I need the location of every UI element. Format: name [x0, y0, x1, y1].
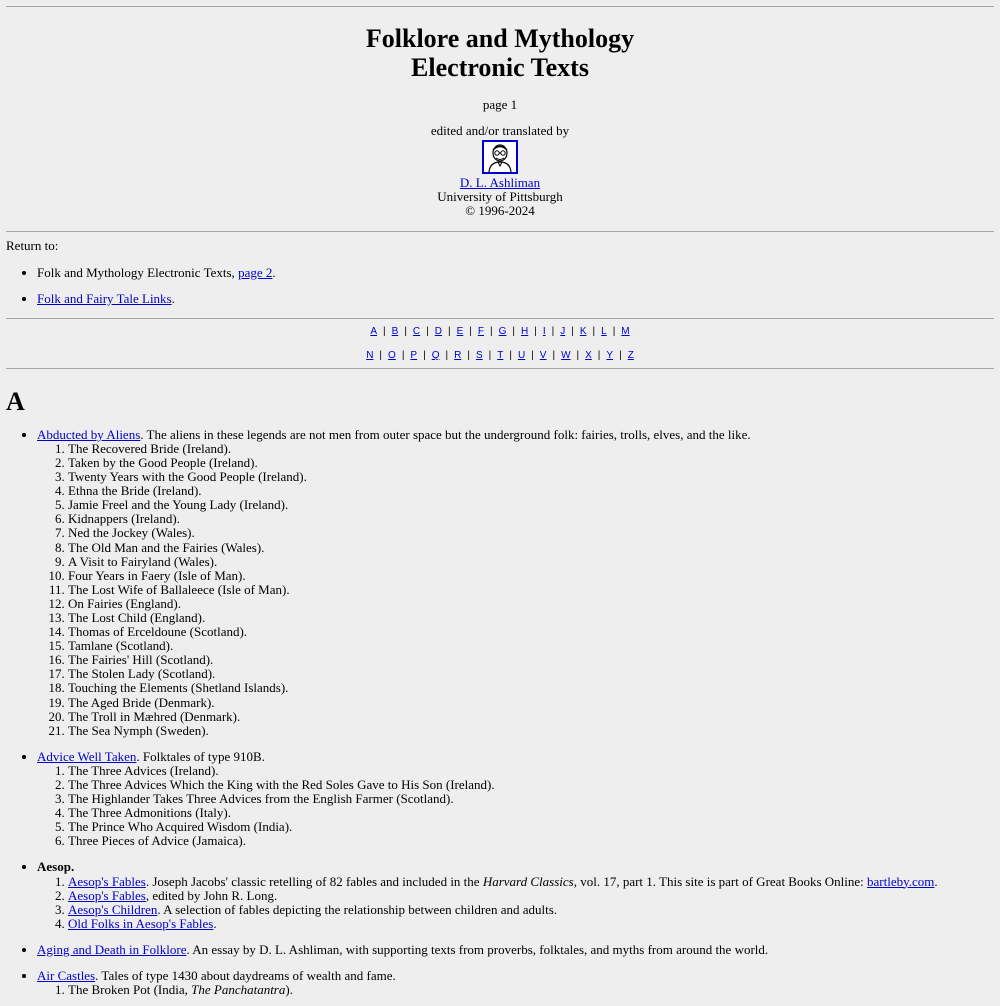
alphabet-separator: | — [534, 325, 537, 337]
alphabet-row-1 — [6, 320, 994, 344]
advice-well-taken-link[interactable]: Advice Well Taken — [37, 748, 137, 764]
list-item: 8. The Old Man and the Fairies (Wales). — [68, 541, 994, 555]
page — [0, 6, 1000, 997]
list-item: 12. On Fairies (England). — [68, 597, 994, 611]
list-item: 13. The Lost Child (England). — [68, 611, 994, 625]
list-item: 10. Four Years in Faery (Isle of Man). — [68, 569, 994, 583]
entry-description: . An essay by D. L. Ashliman, with supporting texts from proverbs, folktales, and myths from around the world. — [186, 941, 769, 957]
entry-aging — [37, 943, 994, 957]
alphabet-separator: | — [423, 349, 426, 361]
list-item: 14. Thomas of Erceldoune (Scotland). — [68, 625, 994, 639]
list-item: 18. Touching the Elements (Shetland Islands). — [68, 681, 994, 695]
list-item: 19. The Aged Bride (Denmark). — [68, 696, 994, 710]
item-text: The Broken Pot (India, — [68, 982, 192, 998]
return-item-text: Folk and Mythology Electronic Texts, — [37, 264, 235, 280]
list-item: 7. Ned the Jockey (Wales). — [68, 526, 994, 540]
alphabet-separator: | — [571, 325, 574, 337]
alphabet-link-r[interactable]: R — [454, 349, 462, 361]
abducted-sublist — [37, 442, 994, 738]
author-portrait-link[interactable] — [482, 140, 518, 174]
alphabet-separator: | — [401, 349, 405, 361]
entry-description: . Folktales of type 910B. — [136, 748, 265, 764]
alphabet-separator: | — [445, 349, 449, 361]
entry-description: . The aliens in these legends are not men from outer space but the underground folk: fairies, trolls, elves, and the like. — [140, 426, 751, 442]
alphabet-link-p[interactable]: P — [410, 349, 418, 361]
alphabet-link-h[interactable]: H — [521, 325, 529, 337]
alphabet-nav — [6, 320, 994, 368]
alphabet-link-g[interactable]: G — [498, 325, 507, 337]
edited-by: edited and/or translated by — [430, 123, 570, 139]
item-text: . — [934, 873, 938, 889]
folk-fairy-links-link[interactable]: Folk and Fairy Tale Links — [37, 290, 172, 306]
list-item: 20. The Troll in Mæhred (Denmark). — [68, 710, 994, 724]
alphabet-link-f[interactable]: F — [477, 325, 484, 337]
alphabet-separator: | — [597, 349, 601, 361]
alphabet-separator: | — [512, 325, 515, 337]
author-link[interactable]: D. L. Ashliman — [459, 175, 541, 191]
divider-before-alphabet — [6, 318, 994, 319]
alphabet-separator: | — [552, 349, 556, 361]
title-line-1: Folklore and Mythology — [365, 24, 635, 53]
air-castles-link[interactable]: Air Castles — [37, 968, 96, 984]
old-folks-aesop-link[interactable]: Old Folks in Aesop's Fables — [68, 915, 214, 931]
list-item — [68, 903, 994, 917]
list-item: 11. The Lost Wife of Ballaleece (Isle of Man). — [68, 583, 994, 597]
return-item-page2 — [37, 266, 994, 280]
alphabet-link-i[interactable]: I — [542, 325, 546, 337]
alphabet-separator: | — [619, 349, 622, 361]
item-text: , vol. 17, part 1. This site is part of Great Books Online: — [573, 873, 868, 889]
alphabet-separator: | — [592, 325, 596, 337]
alphabet-link-m[interactable]: M — [621, 325, 630, 337]
return-item-links — [37, 292, 994, 306]
list-item: 3. The Highlander Takes Three Advices from the English Farmer (Scotland). — [68, 792, 994, 806]
alphabet-link-x[interactable]: X — [585, 349, 592, 361]
alphabet-link-l[interactable]: L — [601, 325, 607, 337]
list-item: 16. The Fairies' Hill (Scotland). — [68, 653, 994, 667]
header — [6, 24, 994, 218]
list-item: 5. The Prince Who Acquired Wisdom (India). — [68, 820, 994, 834]
entry-air-castles — [37, 969, 994, 997]
section-heading-a: A — [6, 386, 25, 416]
alphabet-link-k[interactable]: K — [579, 325, 587, 337]
item-text: . Joseph Jacobs' classic retelling of 82 fables and included in the — [145, 873, 483, 889]
affiliation: University of Pittsburgh — [437, 189, 563, 205]
alphabet-link-o[interactable]: O — [388, 349, 396, 361]
aesops-fables-link[interactable]: Aesop's Fables — [68, 873, 146, 889]
alphabet-separator: | — [531, 349, 534, 361]
air-castles-sublist — [37, 983, 994, 997]
page-title — [6, 24, 994, 82]
page-number: page 1 — [482, 97, 518, 112]
list-item: 6. Three Pieces of Advice (Jamaica). — [68, 834, 994, 848]
list-item: 21. The Sea Nymph (Sweden). — [68, 724, 994, 738]
return-label: Return to: — [6, 238, 59, 254]
list-item: 6. Kidnappers (Ireland). — [68, 512, 994, 526]
list-item: 9. A Visit to Fairyland (Wales). — [68, 555, 994, 569]
list-item: 2. Taken by the Good People (Ireland). — [68, 456, 994, 470]
aesops-fables-long-link[interactable]: Aesop's Fables — [68, 887, 146, 903]
list-item: 3. Twenty Years with the Good People (Ireland). — [68, 470, 994, 484]
copyright: © 1996-2024 — [465, 203, 535, 219]
aesop-sublist — [37, 875, 994, 931]
list-item — [68, 983, 994, 997]
bartleby-link[interactable]: bartleby.com — [867, 873, 935, 889]
list-item: 1. The Three Advices (Ireland). — [68, 764, 994, 778]
entry-aesop — [37, 860, 994, 930]
alphabet-link-c[interactable]: C — [412, 325, 421, 337]
alphabet-separator: | — [379, 349, 383, 361]
list-item: 4. The Three Admonitions (Italy). — [68, 806, 994, 820]
list-item: 15. Tamlane (Scotland). — [68, 639, 994, 653]
page-2-link[interactable]: page 2 — [238, 264, 273, 280]
alphabet-link-w[interactable]: W — [561, 349, 571, 361]
alphabet-link-t[interactable]: T — [497, 349, 504, 361]
title-line-2: Electronic Texts — [411, 53, 589, 82]
panchatantra-title: The Panchatantra — [191, 982, 286, 998]
divider-after-alphabet — [6, 368, 994, 369]
author-portrait-icon — [484, 142, 516, 172]
alphabet-separator: | — [448, 325, 451, 337]
entries-list — [6, 428, 994, 997]
entry-abducted — [37, 428, 994, 738]
alphabet-link-v[interactable]: V — [539, 349, 547, 361]
alphabet-separator: | — [576, 349, 580, 361]
aesop-heading: Aesop. — [37, 859, 75, 875]
item-text: . — [213, 915, 217, 931]
alphabet-separator: | — [488, 349, 492, 361]
item-text: . A selection of fables depicting the relationship between children and adults. — [157, 901, 558, 917]
alphabet-link-q[interactable]: Q — [431, 349, 440, 361]
abducted-by-aliens-link[interactable]: Abducted by Aliens — [37, 426, 141, 442]
alphabet-link-y[interactable]: Y — [606, 349, 614, 361]
divider-after-header — [6, 231, 994, 232]
alphabet-separator: | — [509, 349, 512, 361]
list-item: 2. The Three Advices Which the King with the Red Soles Gave to His Son (Ireland). — [68, 778, 994, 792]
alphabet-link-s[interactable]: S — [475, 349, 483, 361]
list-item: 17. The Stolen Lady (Scotland). — [68, 667, 994, 681]
list-item — [68, 889, 994, 903]
list-item — [68, 917, 994, 931]
item-text: , edited by John R. Long. — [145, 887, 278, 903]
entry-description: . Tales of type 1430 about daydreams of wealth and fame. — [95, 968, 396, 984]
aging-and-death-link[interactable]: Aging and Death in Folklore — [37, 941, 187, 957]
alphabet-link-d[interactable]: D — [434, 325, 442, 337]
alphabet-separator: | — [612, 325, 616, 337]
alphabet-separator: | — [490, 325, 493, 337]
alphabet-separator: | — [383, 325, 386, 337]
alphabet-separator: | — [404, 325, 407, 337]
alphabet-link-b[interactable]: B — [391, 325, 399, 337]
list-item: 4. Ethna the Bride (Ireland). — [68, 484, 994, 498]
entry-advice — [37, 750, 994, 849]
divider-top — [6, 6, 994, 7]
alphabet-separator: | — [426, 325, 429, 337]
return-item-suffix: . — [272, 264, 276, 280]
alphabet-separator: | — [551, 325, 555, 337]
alphabet-separator: | — [467, 349, 470, 361]
alphabet-link-j[interactable]: J — [560, 325, 566, 337]
list-item: 5. Jamie Freel and the Young Lady (Ireland). — [68, 498, 994, 512]
list-item: 1. The Recovered Bride (Ireland). — [68, 442, 994, 456]
list-item — [68, 875, 994, 889]
alphabet-link-n[interactable]: N — [366, 349, 374, 361]
aesops-children-link[interactable]: Aesop's Children — [68, 901, 158, 917]
harvard-classics-title: Harvard Classics — [482, 873, 574, 889]
item-text: ). — [285, 982, 293, 998]
alphabet-link-z[interactable]: Z — [627, 349, 634, 361]
advice-sublist — [37, 764, 994, 849]
alphabet-link-u[interactable]: U — [517, 349, 526, 361]
return-item-suffix: . — [171, 290, 175, 306]
alphabet-row-2 — [6, 344, 994, 368]
return-list — [6, 266, 994, 306]
alphabet-link-e[interactable]: E — [456, 325, 464, 337]
alphabet-separator: | — [469, 325, 472, 337]
alphabet-link-a[interactable]: A — [370, 325, 378, 337]
